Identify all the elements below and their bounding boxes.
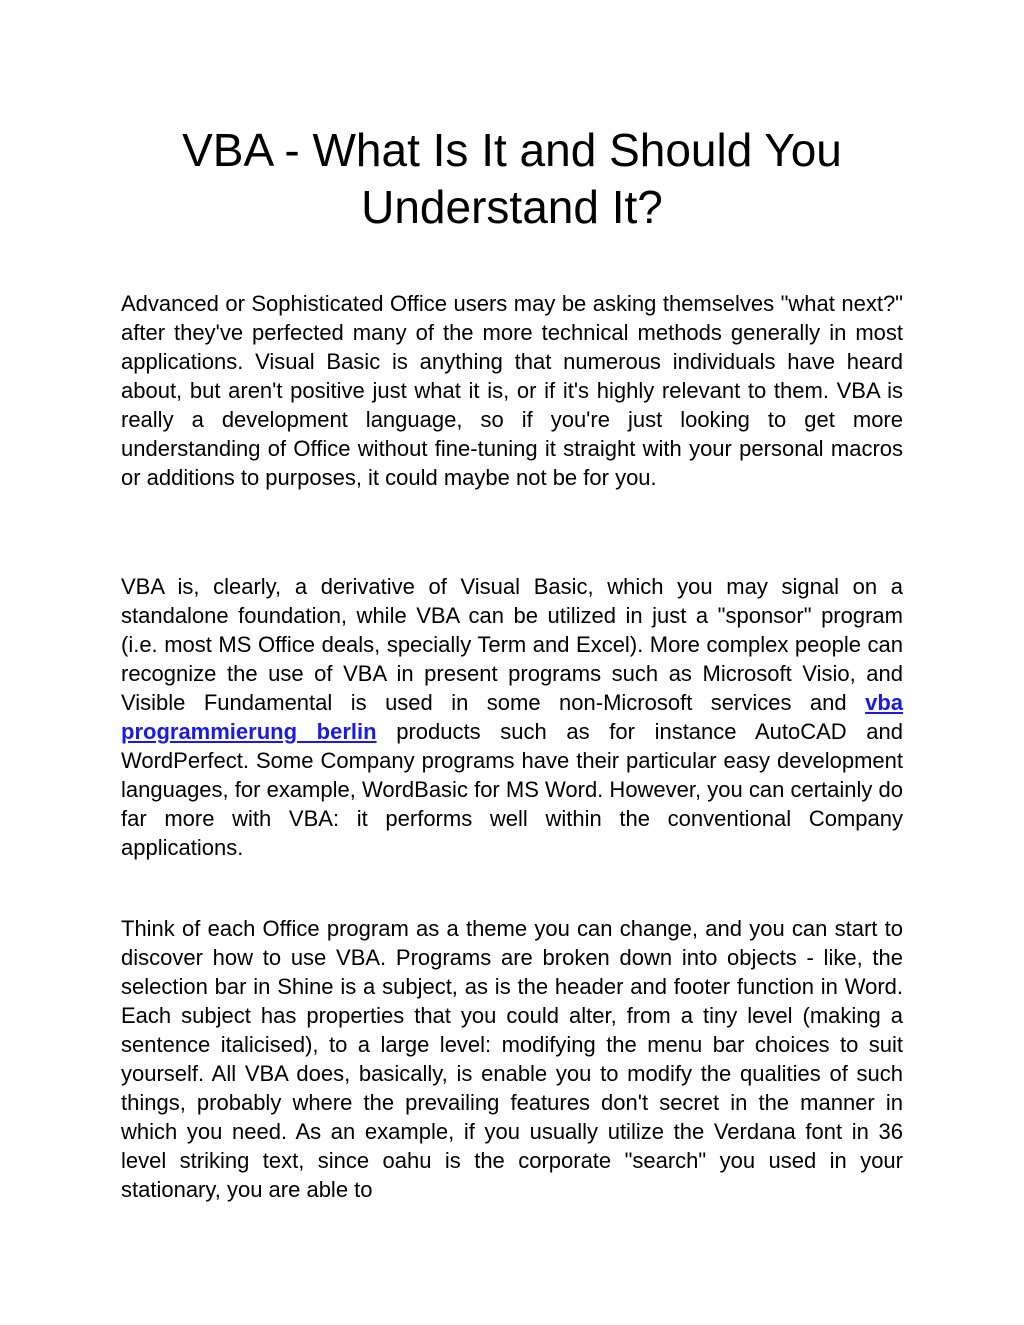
paragraph-vba-derivative — [121, 572, 903, 862]
paragraph-intro: Advanced or Sophisticated Office users may be asking themselves "what next?" after they've perfected many of the more technical methods generally in most applications. Visual Basic is anything that numerous individuals have heard about, but aren't positive just what it is, or if it's highly relevant to them. VBA is really a development language, so if you're just looking to get more understanding of Office without fine-tuning it straight with your personal macros or additions to purposes, it could maybe not be for you. — [121, 291, 903, 490]
document-title: VBA - What Is It and Should You Understand It? — [182, 124, 842, 233]
paragraph-text-after-link: products such as for instance AutoCAD and WordPerfect. Some Company programs have their particular easy development languages, for example, WordBasic for MS Word. However, you can certainly do far more with VBA: it performs well within the conventional Company applications. — [121, 719, 903, 860]
paragraph-text-before-link: VBA is, clearly, a derivative of Visual Basic, which you may signal on a standalone foundation, while VBA can be utilized in just a "sponsor" program (i.e. most MS Office deals, specially Term and Excel). More complex people can recognize the use of VBA in present programs such as Microsoft Visio, and Visible Fundamental is used in some non-Microsoft services and — [121, 574, 903, 715]
vba-programmierung-berlin-link[interactable]: vba programmierung berlin — [121, 690, 903, 744]
paragraph-office-theme: Think of each Office program as a theme you can change, and you can start to discover how to use VBA. Programs are broken down into objects - like, the selection bar in Shine is a subject, as is the header and footer function in Word. Each subject has properties that you could alter, from a tiny level (making a sentence italicised), to a large level: modifying the menu bar choices to suit yourself. All VBA does, basically, is enable you to modify the qualities of such things, probably where the prevailing features don't secret in the manner in which you need. As an example, if you usually utilize the Verdana font in 36 level striking text, since oahu is the corporate "search" you used in your stationary, you are able to — [121, 916, 903, 1202]
